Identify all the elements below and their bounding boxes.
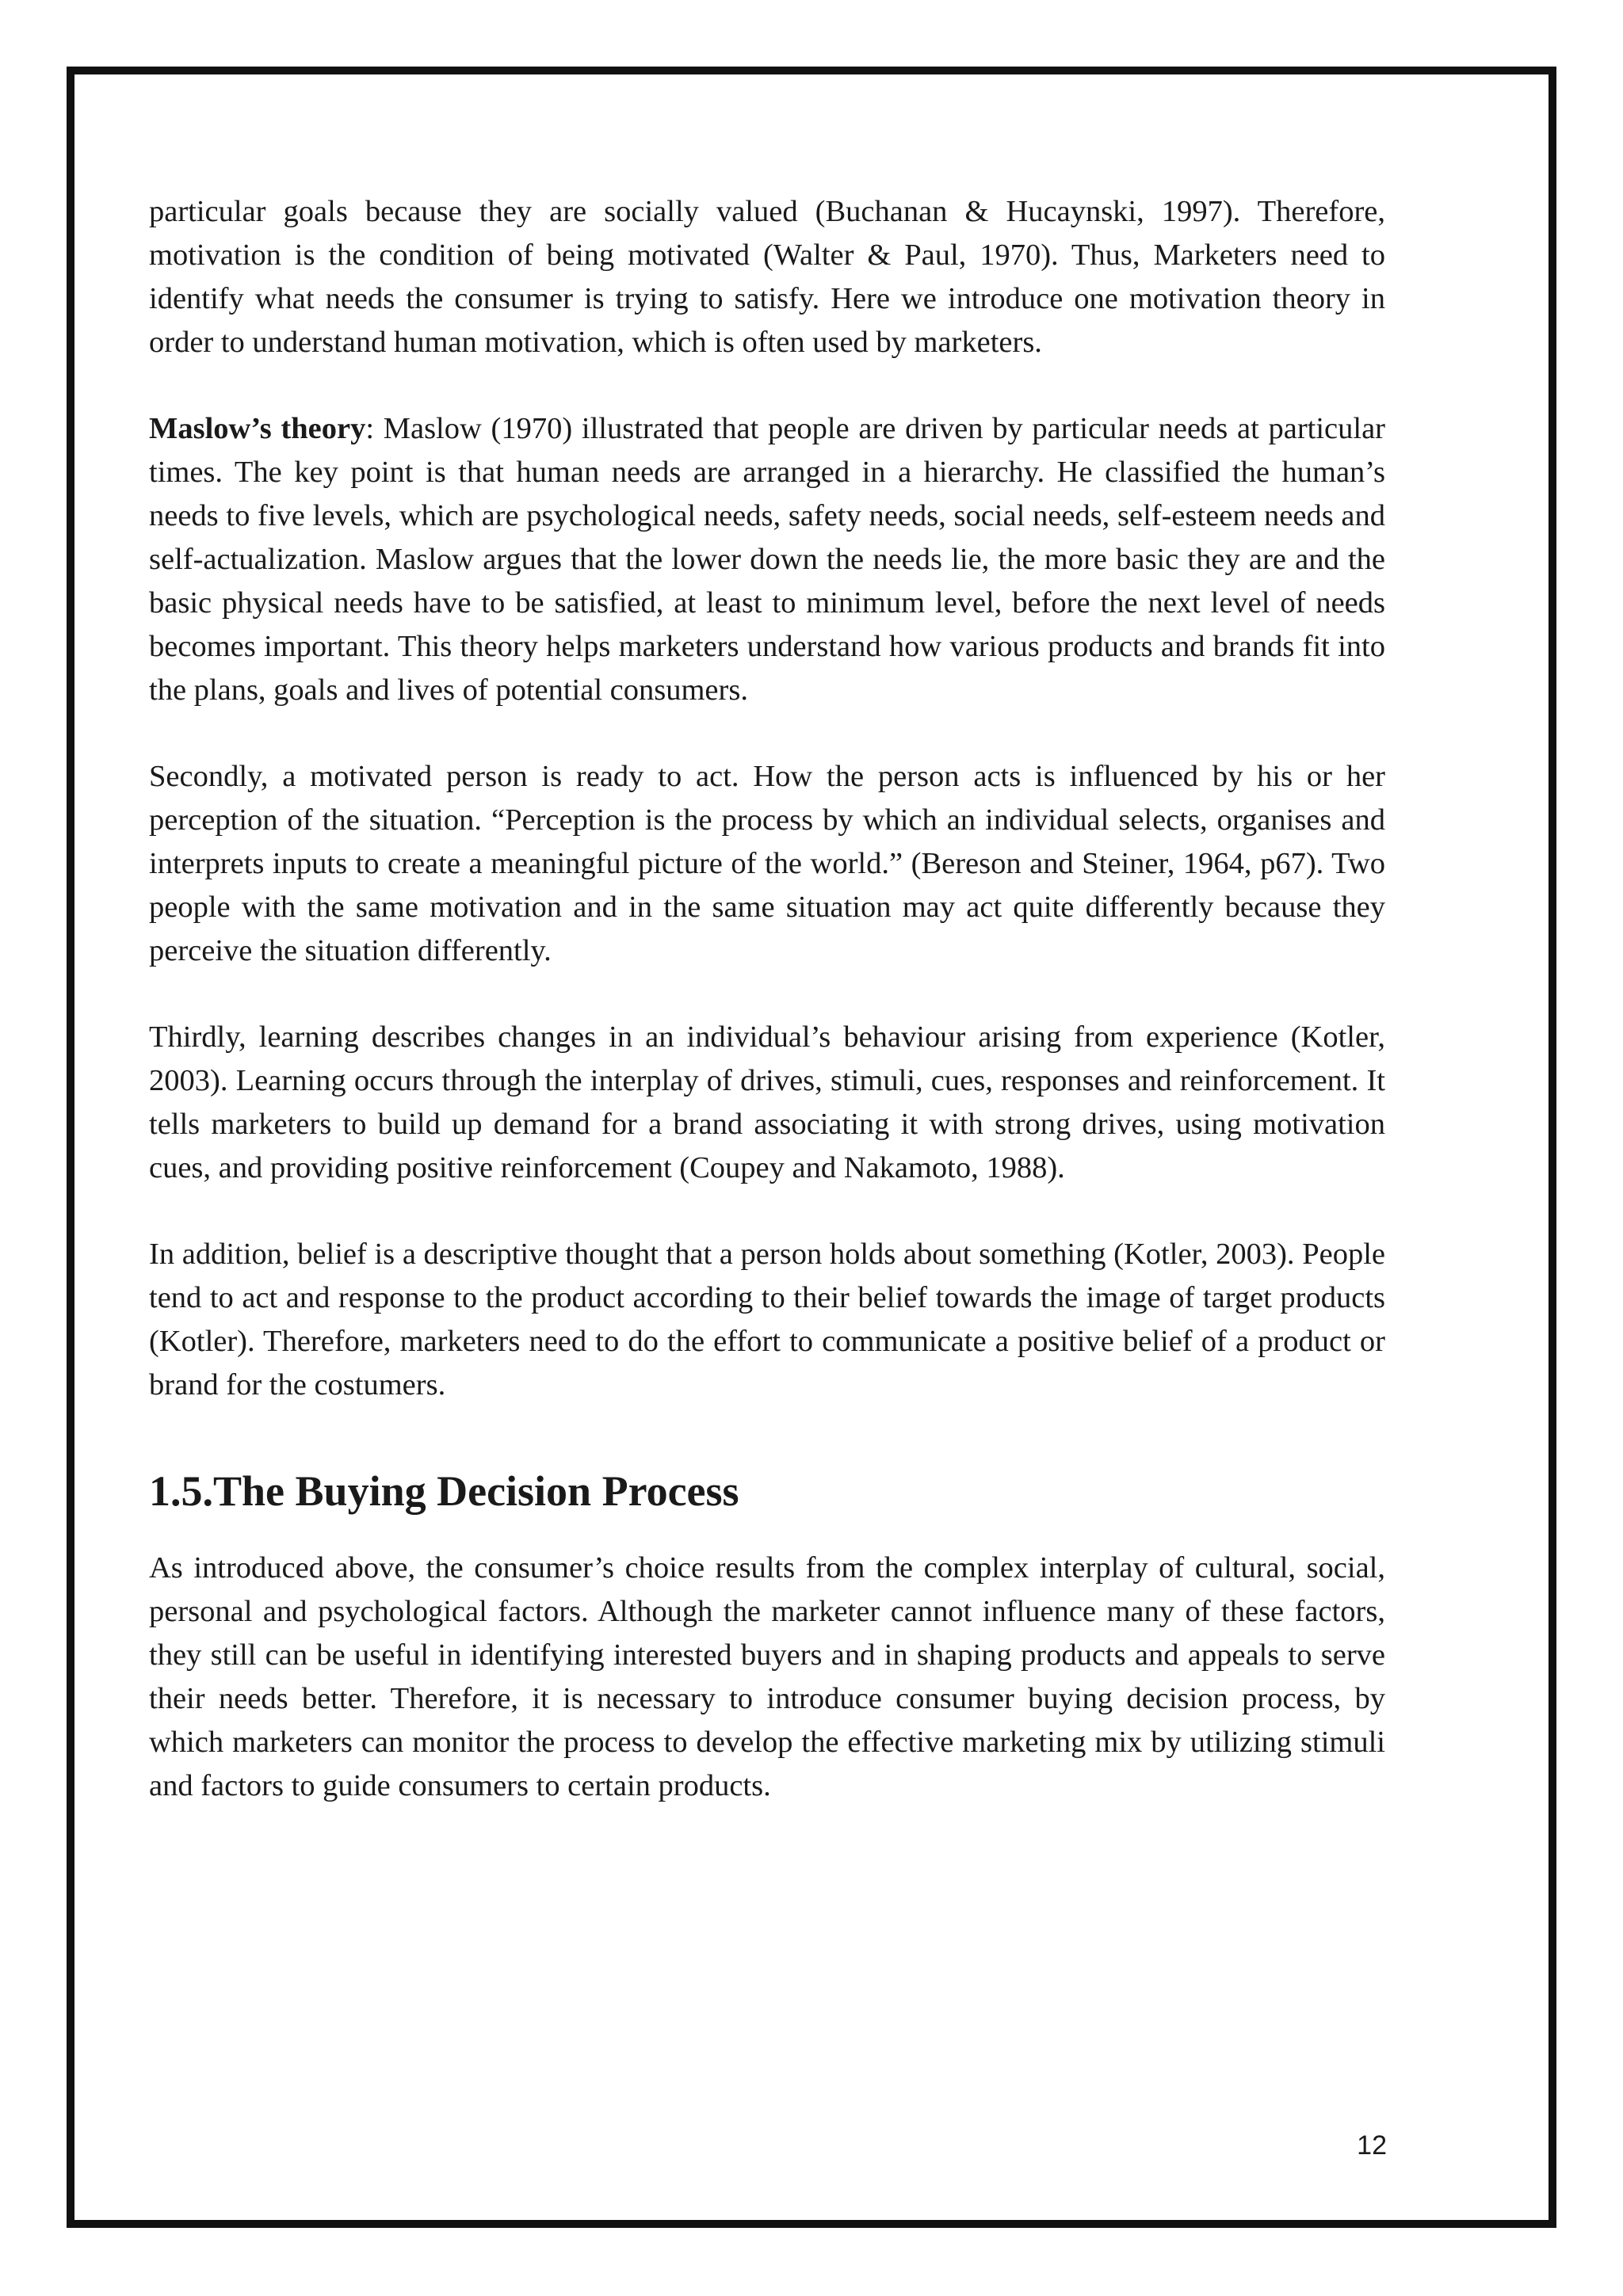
document-body: [149, 190, 1385, 1808]
paragraph-maslow-theory: [149, 407, 1385, 712]
paragraph-learning: Thirdly, learning describes changes in an individual’s behaviour arising from experience (Kotler, 2003). Learning occurs through the interplay of drives, stimuli, cues, responses and reinforcement. It tells marketers to build up demand for a brand associating it with strong drives, using motivation cues, and providing positive reinforcement (Coupey and Nakamoto, 1988).: [149, 1020, 1385, 1184]
section-heading: 1.5.The Buying Decision Process: [149, 1467, 739, 1515]
maslow-theory-term: Maslow’s theory: [149, 412, 366, 445]
paragraph-belief: In addition, belief is a descriptive thought that a person holds about something (Kotler, 2003). People tend to act and response to the product according to their belief towards the image of target products (Kotler). Therefore, marketers need to do the effort to communicate a positive belief of a product or brand for the costumers.: [149, 1238, 1385, 1402]
paragraph-buying-decision: As introduced above, the consumer’s choice results from the complex interplay of cultural, social, personal and psychological factors. Although the marketer cannot influence many of these factors, they still can be useful in identifying interested buyers and in shaping products and appeals to serve their needs better. Therefore, it is necessary to introduce consumer buying decision process, by which marketers can monitor the process to develop the effective marketing mix by utilizing stimuli and factors to guide consumers to certain products.: [149, 1551, 1385, 1802]
paragraph-perception: Secondly, a motivated person is ready to act. How the person acts is influenced by his or her perception of the situation. “Perception is the process by which an individual selects, organises and interprets inputs to create a meaningful picture of the world.” (Bereson and Steiner, 1964, p67). Two people with the same motivation and in the same situation may act quite differently because they perceive the situation differently.: [149, 760, 1385, 967]
maslow-theory-text: : Maslow (1970) illustrated that people are driven by particular needs at particular times. The key point is that human needs are arranged in a hierarchy. He classified the human’s needs to five levels, which are psychological needs, safety needs, social needs, self-esteem needs and self-actualization. Maslow argues that the lower down the needs lie, the more basic they are and the basic physical needs have to be satisfied, at least to minimum level, before the next level of needs becomes important. This theory helps marketers understand how various products and brands fit into the plans, goals and lives of potential consumers.: [149, 412, 1385, 707]
paragraph-motivation-intro: particular goals because they are socially valued (Buchanan & Hucaynski, 1997). Therefore, motivation is the condition of being motivated (Walter & Paul, 1970). Thus, Marketers need to identify what needs the consumer is trying to satisfy. Here we introduce one motivation theory in order to understand human motivation, which is often used by marketers.: [149, 195, 1385, 359]
page-number: 12: [1357, 2130, 1387, 2161]
